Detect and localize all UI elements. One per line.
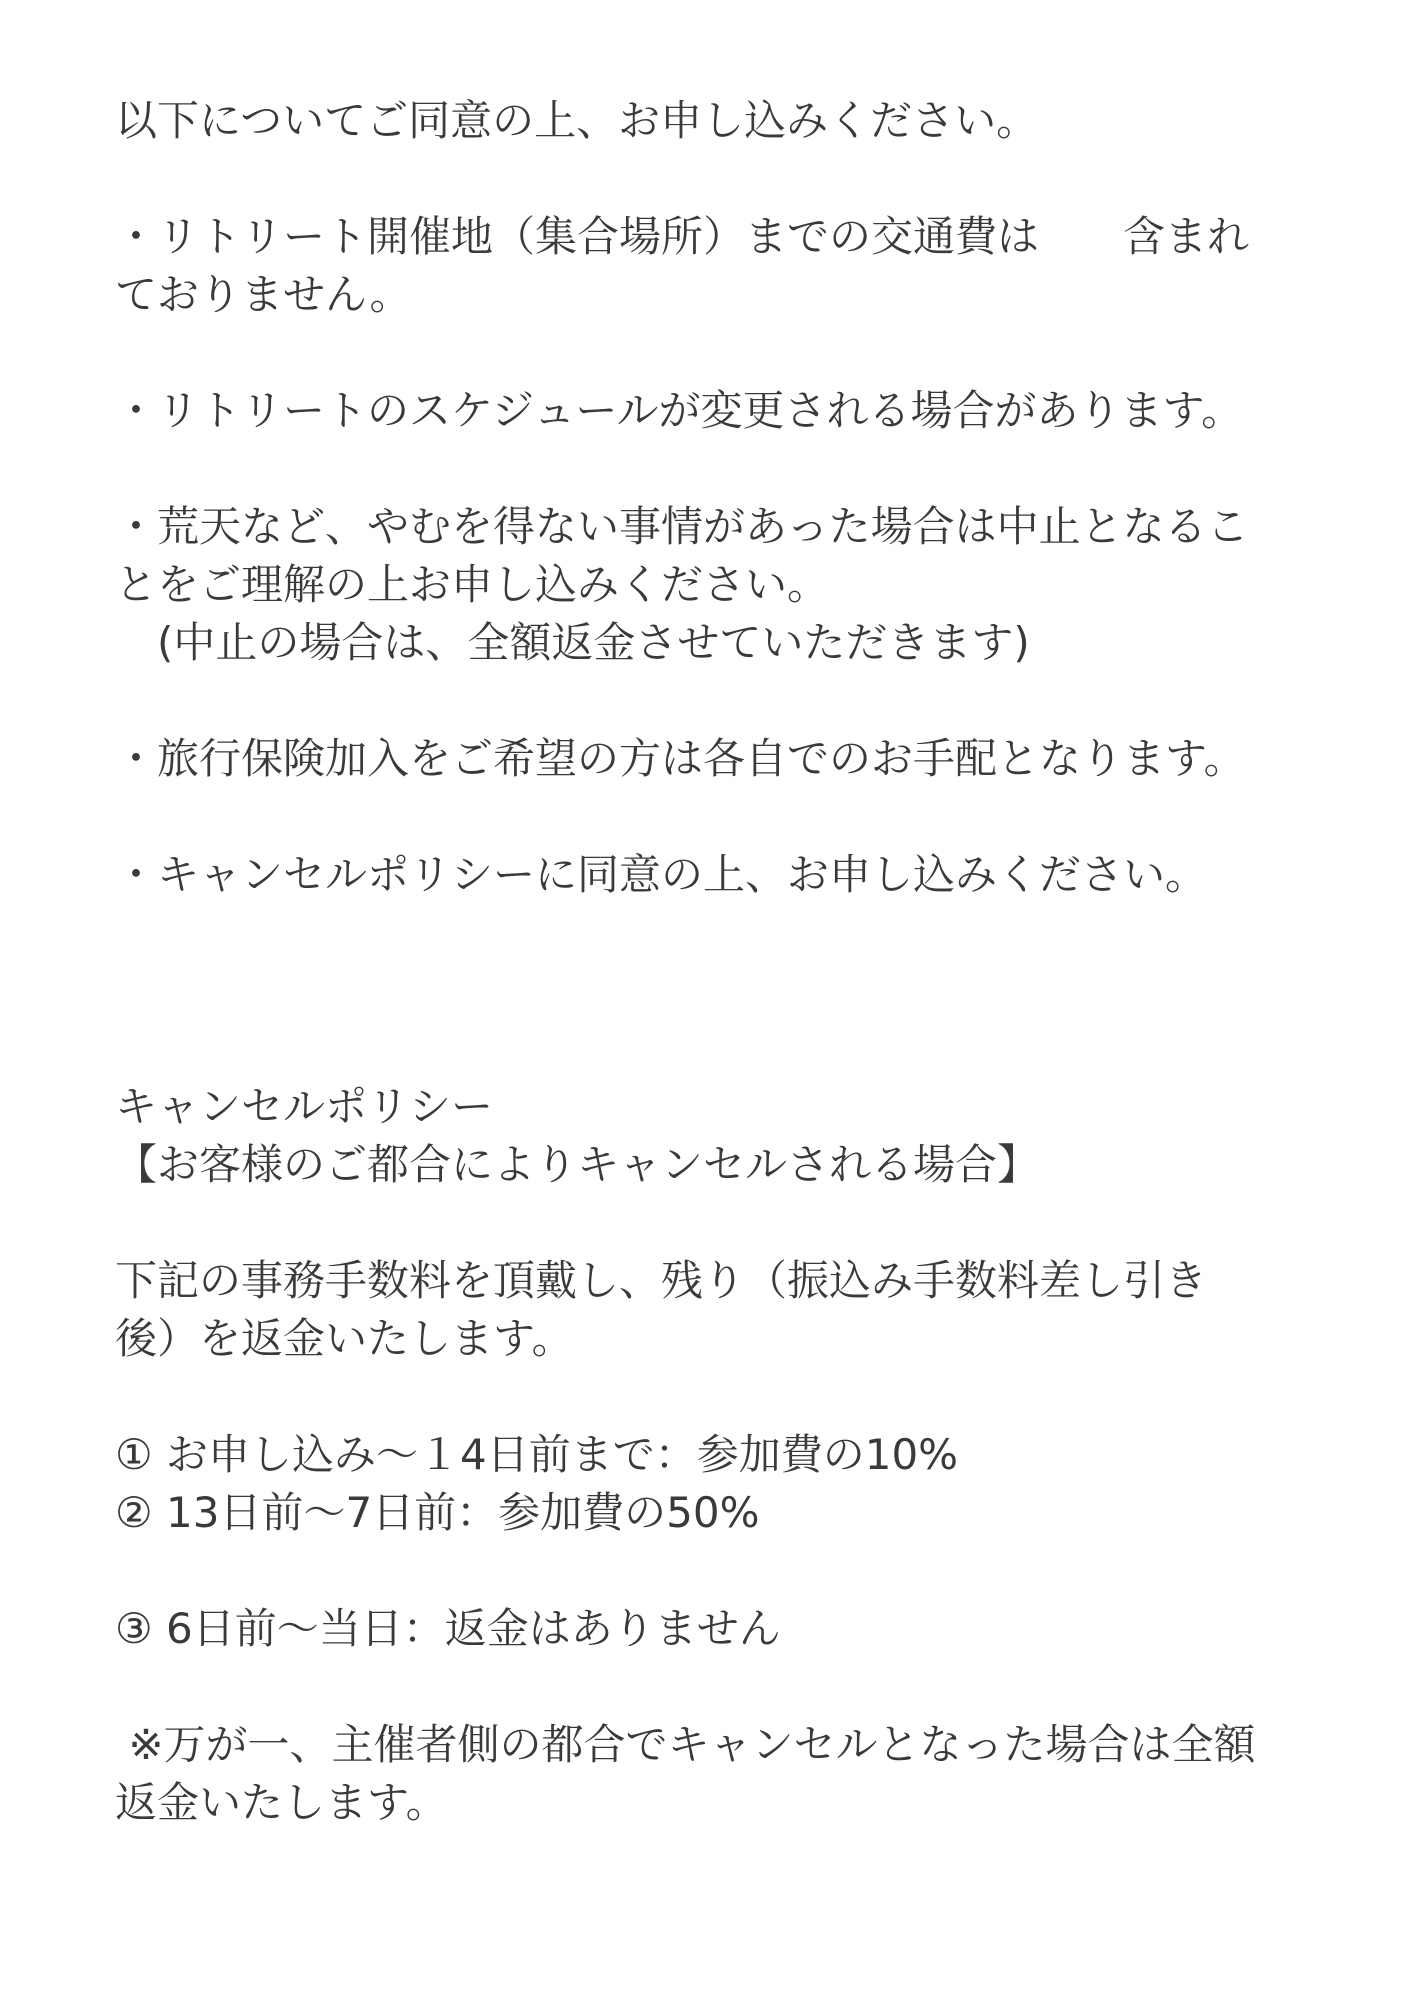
policy-footnote-line2: 返金いたします。: [115, 1778, 448, 1827]
policy-footnote-line1: ※万が一、主催者側の都合でキャンセルとなった場合は全額: [115, 1720, 1256, 1769]
terms-document: [115, 92, 1305, 1832]
note-transport: [115, 208, 1305, 324]
note-transport-line1: ・リトリート開催地（集合場所）までの交通費は 含まれ: [115, 212, 1250, 261]
note-weather-line3: (中止の場合は、全額返金させていただきます): [115, 618, 1030, 667]
note-weather: [115, 498, 1305, 672]
note-schedule: ・リトリートのスケジュールが変更される場合があります。: [115, 386, 1244, 435]
note-weather-line2: とをご理解の上お申し込みください。: [115, 560, 830, 609]
policy-subheading: 【お客様のご都合によりキャンセルされる場合】: [115, 1140, 1040, 1189]
policy-item-3: ③ 6日前～当日：返金はありません: [115, 1604, 781, 1653]
policy-desc-line2: 後）を返金いたします。: [115, 1314, 574, 1363]
policy-desc-line1: 下記の事務手数料を頂戴し、残り（振込み手数料差し引き: [115, 1256, 1208, 1305]
intro-text: 以下についてご同意の上、お申し込みください。: [115, 96, 1039, 145]
cancel-policy-section: [115, 1078, 1305, 1832]
note-insurance: ・旅行保険加入をご希望の方は各自でのお手配となります。: [115, 734, 1246, 783]
policy-item-2: ② 13日前～7日前：参加費の50%: [115, 1488, 760, 1537]
note-transport-line2: ておりません。: [115, 270, 412, 319]
note-weather-line1: ・荒天など、やむを得ない事情があった場合は中止となるこ: [115, 502, 1249, 551]
note-cancel-agree: ・キャンセルポリシーに同意の上、お申し込みください。: [115, 850, 1208, 899]
policy-heading: キャンセルポリシー: [115, 1082, 494, 1131]
policy-item-1: ① お申し込み～１4日前まで：参加費の10%: [115, 1430, 959, 1479]
